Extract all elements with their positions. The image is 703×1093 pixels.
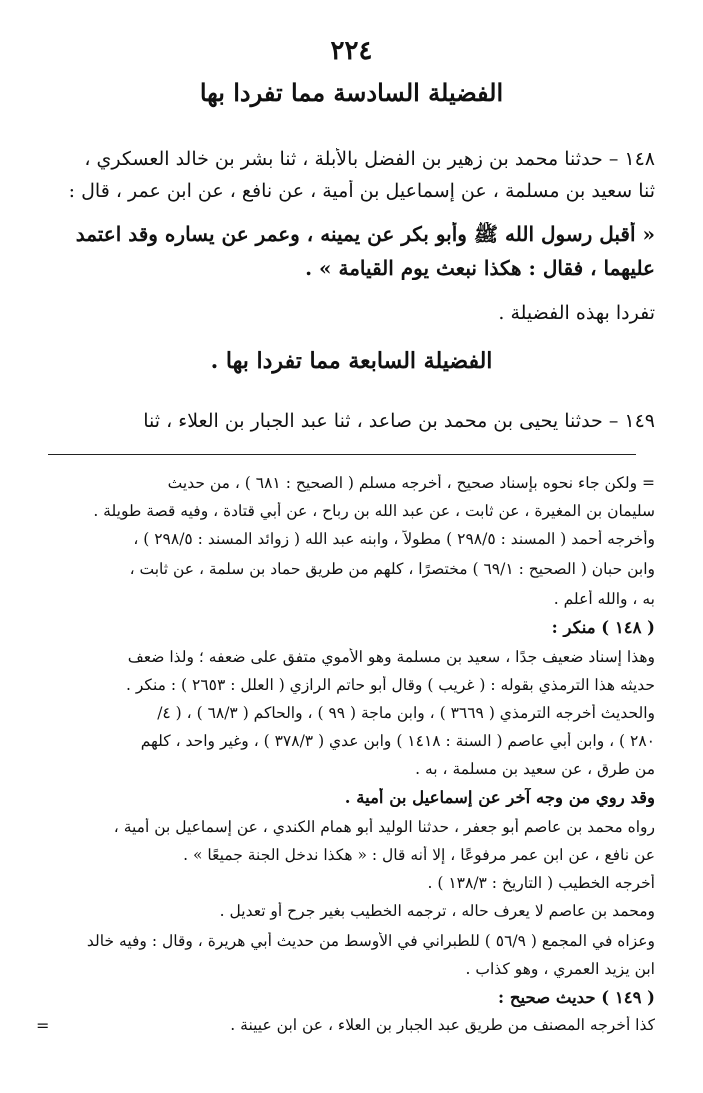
footnote-148-line-3: والحديث أخرجه الترمذي ( ٣٦٦٩ ) ، وابن ماجة ( ٩٩ ) ، والحاكم ( ٦٨/٣ ) ، ( ٤/ bbox=[157, 704, 655, 722]
section-7-title: الفضيلة السابعة مما تفردا بها . bbox=[210, 348, 493, 374]
hadith-148-isnad-line-1: ١٤٨ – حدثنا محمد بن زهير بن الفضل بالأبلة ، ثنا بشر بن خالد العسكري ، bbox=[84, 148, 655, 170]
hadith-149-isnad-line: ١٤٩ – حدثنا يحيى بن محمد بن صاعد ، ثنا عبد الجبار بن العلاء ، ثنا bbox=[143, 410, 655, 432]
page-number: ٢٢٤ bbox=[330, 36, 373, 66]
other-way-line-1: رواه محمد بن عاصم أبو جعفر ، حدثنا الوليد أبو همام الكندي ، عن إسماعيل بن أمية ، bbox=[113, 818, 655, 836]
hadith-148-isnad-line-2: ثنا سعيد بن مسلمة ، عن إسماعيل بن أمية ، عن نافع ، عن ابن عمر ، قال : bbox=[68, 180, 655, 202]
hadith-148-note: تفردا بهذه الفضيلة . bbox=[498, 302, 655, 324]
other-way-line-2: عن نافع ، عن ابن عمر مرفوعًا ، إلا أنه قال : « هكذا ندخل الجنة جميعًا » . bbox=[183, 846, 655, 864]
chapter-title: الفضيلة السادسة مما تفردا بها bbox=[199, 78, 504, 107]
footnote-148-line-1: وهذا إسناد ضعيف جدًا ، سعيد بن مسلمة وهو الأموي متفق على ضعفه ؛ ولذا ضعف bbox=[127, 648, 655, 666]
footnote-149-line-1: كذا أخرجه المصنف من طريق عبد الجبار بن العلاء ، عن ابن عيينة . bbox=[230, 1016, 655, 1034]
footnote-148-line-2: حديثه هذا الترمذي بقوله : ( غريب ) وقال أبو حاتم الرازي ( العلل : ٢٦٥٣ ) : منكر . bbox=[126, 676, 655, 694]
footnote-intro-line-3: وأخرجه أحمد ( المسند : ٢٩٨/٥ ) مطولاً ، وابنه عبد الله ( زوائد المسند : ٢٩٨/٥ ) ، bbox=[133, 530, 655, 548]
footnote-intro-line-2: سليمان بن المغيرة ، عن ثابت ، عن عبد الله بن رباح ، عن أبي قتادة ، وفيه قصة طويلة . bbox=[93, 502, 655, 520]
footnote-148-heading: ( ١٤٨ ) منكر : bbox=[551, 618, 655, 637]
hadith-148-text-line-1: « أقبل رسول الله ﷺ وأبو بكر عن يمينه ، وعمر عن يساره وقد اعتمد bbox=[75, 222, 655, 246]
footnote-intro-line-1: = ولكن جاء نحوه بإسناد صحيح ، أخرجه مسلم ( الصحيح : ٦٨١ ) ، من حديث bbox=[167, 474, 655, 492]
other-way-line-6: ابن يزيد العمري ، وهو كذاب . bbox=[465, 960, 655, 978]
other-way-heading: وقد روي من وجه آخر عن إسماعيل بن أمية . bbox=[344, 788, 655, 807]
footnote-separator bbox=[48, 454, 636, 455]
continuation-mark: = bbox=[36, 1016, 50, 1035]
footnote-148-line-5: من طرق ، عن سعيد بن مسلمة ، به . bbox=[415, 760, 655, 778]
other-way-line-3: أخرجه الخطيب ( التاريخ : ١٣٨/٣ ) . bbox=[427, 874, 655, 892]
other-way-line-5: وعزاه في المجمع ( ٥٦/٩ ) للطبراني في الأوسط من حديث أبي هريرة ، وقال : وفيه خالد bbox=[86, 932, 655, 950]
other-way-line-4: ومحمد بن عاصم لا يعرف حاله ، ترجمه الخطيب بغير جرح أو تعديل . bbox=[219, 902, 655, 920]
footnote-149-heading: ( ١٤٩ ) حديث صحيح : bbox=[498, 988, 655, 1007]
hadith-148-text-line-2: عليهما ، فقال : هكذا نبعث يوم القيامة » . bbox=[305, 256, 655, 280]
footnote-148-line-4: ٢٨٠ ) ، وابن أبي عاصم ( السنة : ١٤١٨ ) وابن عدي ( ٣٧٨/٣ ) ، وغير واحد ، كلهم bbox=[140, 732, 655, 750]
footnote-intro-line-5: به ، والله أعلم . bbox=[553, 590, 655, 608]
footnote-intro-line-4: وابن حبان ( الصحيح : ٦٩/١ ) مختصرًا ، كلهم من طريق حماد بن سلمة ، عن ثابت ، bbox=[129, 560, 655, 578]
